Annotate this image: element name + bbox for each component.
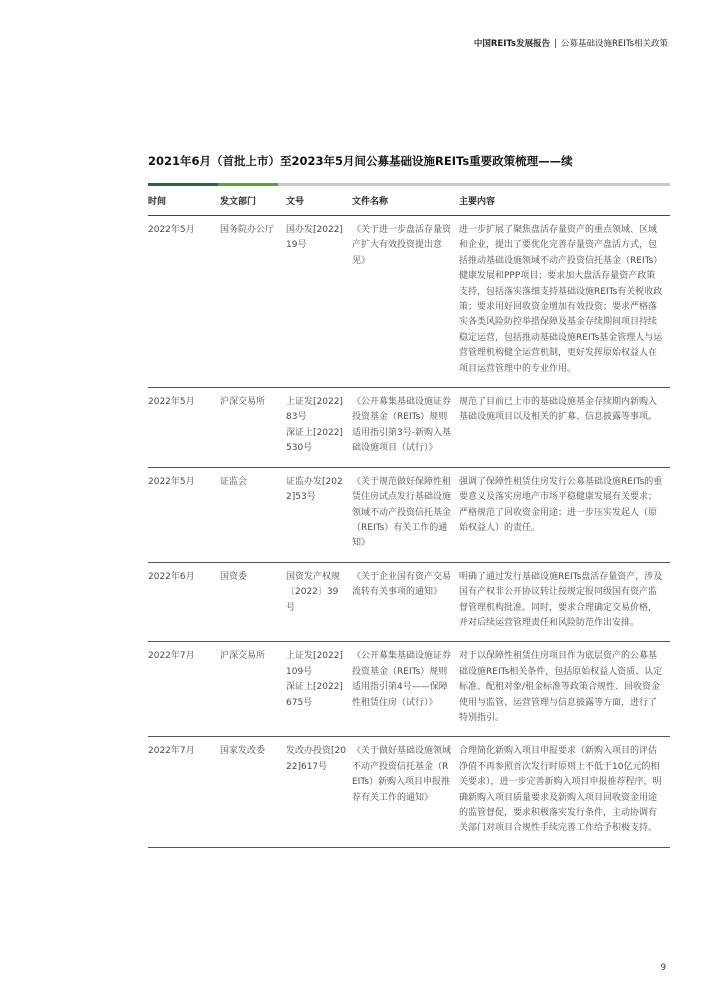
col-header-doc-no: 文号 [286, 189, 352, 216]
accent-bar-green [218, 183, 278, 186]
cell-content: 对于以保障性租赁住房项目作为底层资产的公募基础设施REITs相关条件，包括原始权益人资质、认定标准、配租对象/租金标准等政策合规性、回收资金使用与监管、运营管理与信息披露等方面，进行了特别指引。 [459, 642, 670, 737]
cell-dept: 国家发改委 [220, 737, 286, 847]
section-title: 公募基础设施REITs相关政策 [561, 39, 668, 49]
cell-name: 《关于做好基础设施领域不动产投资信托基金（REITs）新购入项目申报推荐有关工作的通知》 [352, 737, 459, 847]
doc-no: 深证上[2022]530号 [286, 427, 343, 454]
table-row [148, 737, 670, 847]
page-number: 9 [660, 963, 666, 973]
report-title: 中国REITs发展报告 [473, 39, 551, 49]
cell-doc-no [286, 737, 352, 847]
table-row [148, 388, 670, 468]
cell-doc-no [286, 388, 352, 468]
running-header [474, 37, 668, 49]
doc-no: 上证发[2022]109号 [286, 651, 343, 677]
cell-date: 2022年7月 [148, 737, 220, 847]
cell-name: 《公开募集基础设施证券投资基金（REITs）规则适用指引第3号-新购入基础设施项目（试行）》 [352, 388, 459, 468]
cell-dept: 沪深交易所 [220, 642, 286, 737]
table-row [148, 467, 670, 562]
cell-content: 强调了保障性租赁住房发行公募基础设施REITs的重要意义及落实房地产市场平稳健康发展有关要求；严格规范了回收资金用途；进一步压实发起人（原始权益人）的责任。 [459, 467, 670, 562]
cell-doc-no [286, 216, 352, 388]
cell-content: 合理简化新购入项目申报要求（新购入项目的评估净值不再参照首次发行时原则上不低于10亿元的相关要求），进一步完善新购入项目申报推荐程序，明确新购入项目质量要求及新购入项目回收资金用途的监管督促，要求积极落实发行条件，主动协调有关部门对项目合规性手续完善工作给予积极支持。 [459, 737, 670, 847]
accent-bar-gray [278, 183, 670, 186]
policy-table [148, 189, 670, 848]
table-row [148, 216, 670, 388]
col-header-date: 时间 [148, 189, 220, 216]
cell-dept: 证监会 [220, 467, 286, 562]
cell-date: 2022年5月 [148, 216, 220, 388]
table-row [148, 642, 670, 737]
cell-dept: 国资委 [220, 562, 286, 642]
table-header-row [148, 189, 670, 216]
cell-doc-no [286, 642, 352, 737]
cell-date: 2022年5月 [148, 467, 220, 562]
doc-no: 深证上[2022]675号 [286, 682, 343, 708]
cell-date: 2022年7月 [148, 642, 220, 737]
cell-content: 进一步扩展了聚焦盘活存量资产的重点领域、区域和企业，提出了要优化完善存量资产盘活方式，包括推动基础设施领域不动产投资信托基金（REITs）健康发展和PPP项目；要求加大盘活存量资产政策支持，包括落实落细支持基础设施REITs有关税收政策；要求用好回收资金增加有效投资；要求严格落实各类风险防控举措保障及基金存续期间项目持续稳定运营，包括推动基础设施REITs基金管理人与运营管理机构健全运营机制，更好发挥原始权益人在项目运营管理中的专业作用。 [459, 216, 670, 388]
cell-name: 《关于规范做好保障性租赁住房试点发行基础设施领域不动产投资信托基金（REITs）有关工作的通知》 [352, 467, 459, 562]
title-accent-bars [148, 183, 670, 186]
cell-name: 《关于进一步盘活存量资产扩大有效投资提出意见》 [352, 216, 459, 388]
col-header-content: 主要内容 [459, 189, 670, 216]
accent-bar-dark-green [148, 183, 218, 186]
cell-name: 《公开募集基础设施证券投资基金（REITs）规则适用指引第4号——保障性租赁住房（试行）》 [352, 642, 459, 737]
cell-dept: 国务院办公厅 [220, 216, 286, 388]
doc-no: 证监办发[2022]53号 [286, 476, 343, 503]
table-title: 2021年6月（首批上市）至2023年5月间公募基础设施REITs重要政策梳理——续 [148, 154, 573, 168]
cell-content: 规范了目前已上市的基础设施基金存续期内新购入基础设施项目以及相关的扩募、信息披露等事项。 [459, 388, 670, 468]
cell-name: 《关于企业国有资产交易流转有关事项的通知》 [352, 562, 459, 642]
cell-date: 2022年6月 [148, 562, 220, 642]
cell-date: 2022年5月 [148, 388, 220, 468]
header-separator: | [554, 39, 557, 49]
table-row [148, 562, 670, 642]
doc-no: 国办发[2022]19号 [286, 225, 343, 251]
cell-doc-no [286, 467, 352, 562]
cell-doc-no [286, 562, 352, 642]
col-header-name: 文件名称 [352, 189, 459, 216]
doc-no: 国资发产权规〔2022〕39号 [286, 571, 341, 613]
cell-dept: 沪深交易所 [220, 388, 286, 468]
doc-no: 发改办投资[2022]617号 [286, 746, 346, 772]
cell-content: 明确了通过发行基础设施REITs盘活存量资产，涉及国有产权非公开协议转让按规定报同级国有资产监督管理机构批准。同时，要求合理确定交易价格，并对后续运营管理责任和风险防范作出安排。 [459, 562, 670, 642]
doc-no: 上证发[2022]83号 [286, 397, 343, 423]
col-header-dept: 发文部门 [220, 189, 286, 216]
